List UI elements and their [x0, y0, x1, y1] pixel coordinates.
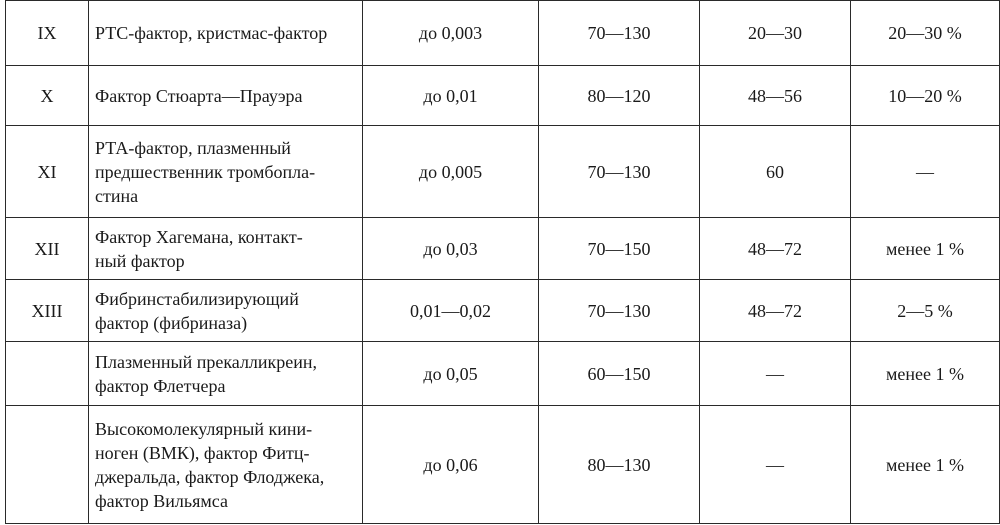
- min-level-cell: менее 1 %: [851, 218, 1000, 280]
- min-level-cell: —: [851, 126, 1000, 218]
- factor-name: РТС-фактор, кристмас-фактор: [89, 1, 363, 66]
- table-row: [6, 280, 1000, 342]
- factor-name: Фибринстабилизирующий фактор (фибриназа): [89, 280, 363, 342]
- hemostatic-level-cell: 80—130: [539, 406, 700, 524]
- factor-number: XII: [6, 218, 89, 280]
- half-life-cell: 48—56: [700, 66, 851, 126]
- concentration-cell: 0,01—0,02: [363, 280, 539, 342]
- factor-number: [6, 342, 89, 406]
- factor-number: XI: [6, 126, 89, 218]
- half-life-cell: 20—30: [700, 1, 851, 66]
- half-life-cell: 48—72: [700, 218, 851, 280]
- min-level-cell: 2—5 %: [851, 280, 1000, 342]
- concentration-cell: до 0,03: [363, 218, 539, 280]
- hemostatic-level-cell: 60—150: [539, 342, 700, 406]
- factor-name: РТА-фактор, плазменный предшественник тромбопла- стина: [89, 126, 363, 218]
- half-life-cell: —: [700, 342, 851, 406]
- min-level-cell: менее 1 %: [851, 406, 1000, 524]
- hemostatic-level-cell: 70—130: [539, 126, 700, 218]
- coagulation-factors-table: [5, 0, 1000, 524]
- factor-name: Фактор Стюарта—Прауэра: [89, 66, 363, 126]
- factor-number: X: [6, 66, 89, 126]
- factor-name: Высокомолекулярный кини- ноген (ВМК), фактор Фитц- джеральда, фактор Флоджека, фактор Вильямса: [89, 406, 363, 524]
- hemostatic-level-cell: 80—120: [539, 66, 700, 126]
- factor-name: Фактор Хагемана, контакт- ный фактор: [89, 218, 363, 280]
- half-life-cell: —: [700, 406, 851, 524]
- table-row: [6, 218, 1000, 280]
- factor-number: IX: [6, 1, 89, 66]
- hemostatic-level-cell: 70—150: [539, 218, 700, 280]
- concentration-cell: до 0,05: [363, 342, 539, 406]
- table-row: [6, 342, 1000, 406]
- hemostatic-level-cell: 70—130: [539, 1, 700, 66]
- hemostatic-level-cell: 70—130: [539, 280, 700, 342]
- half-life-cell: 60: [700, 126, 851, 218]
- min-level-cell: менее 1 %: [851, 342, 1000, 406]
- table-row: [6, 66, 1000, 126]
- factor-number: [6, 406, 89, 524]
- min-level-cell: 20—30 %: [851, 1, 1000, 66]
- table-row: [6, 406, 1000, 524]
- table-row: [6, 126, 1000, 218]
- table-row: [6, 1, 1000, 66]
- concentration-cell: до 0,005: [363, 126, 539, 218]
- concentration-cell: до 0,003: [363, 1, 539, 66]
- factor-number: XIII: [6, 280, 89, 342]
- half-life-cell: 48—72: [700, 280, 851, 342]
- factor-name: Плазменный прекалликреин, фактор Флетчера: [89, 342, 363, 406]
- min-level-cell: 10—20 %: [851, 66, 1000, 126]
- concentration-cell: до 0,01: [363, 66, 539, 126]
- concentration-cell: до 0,06: [363, 406, 539, 524]
